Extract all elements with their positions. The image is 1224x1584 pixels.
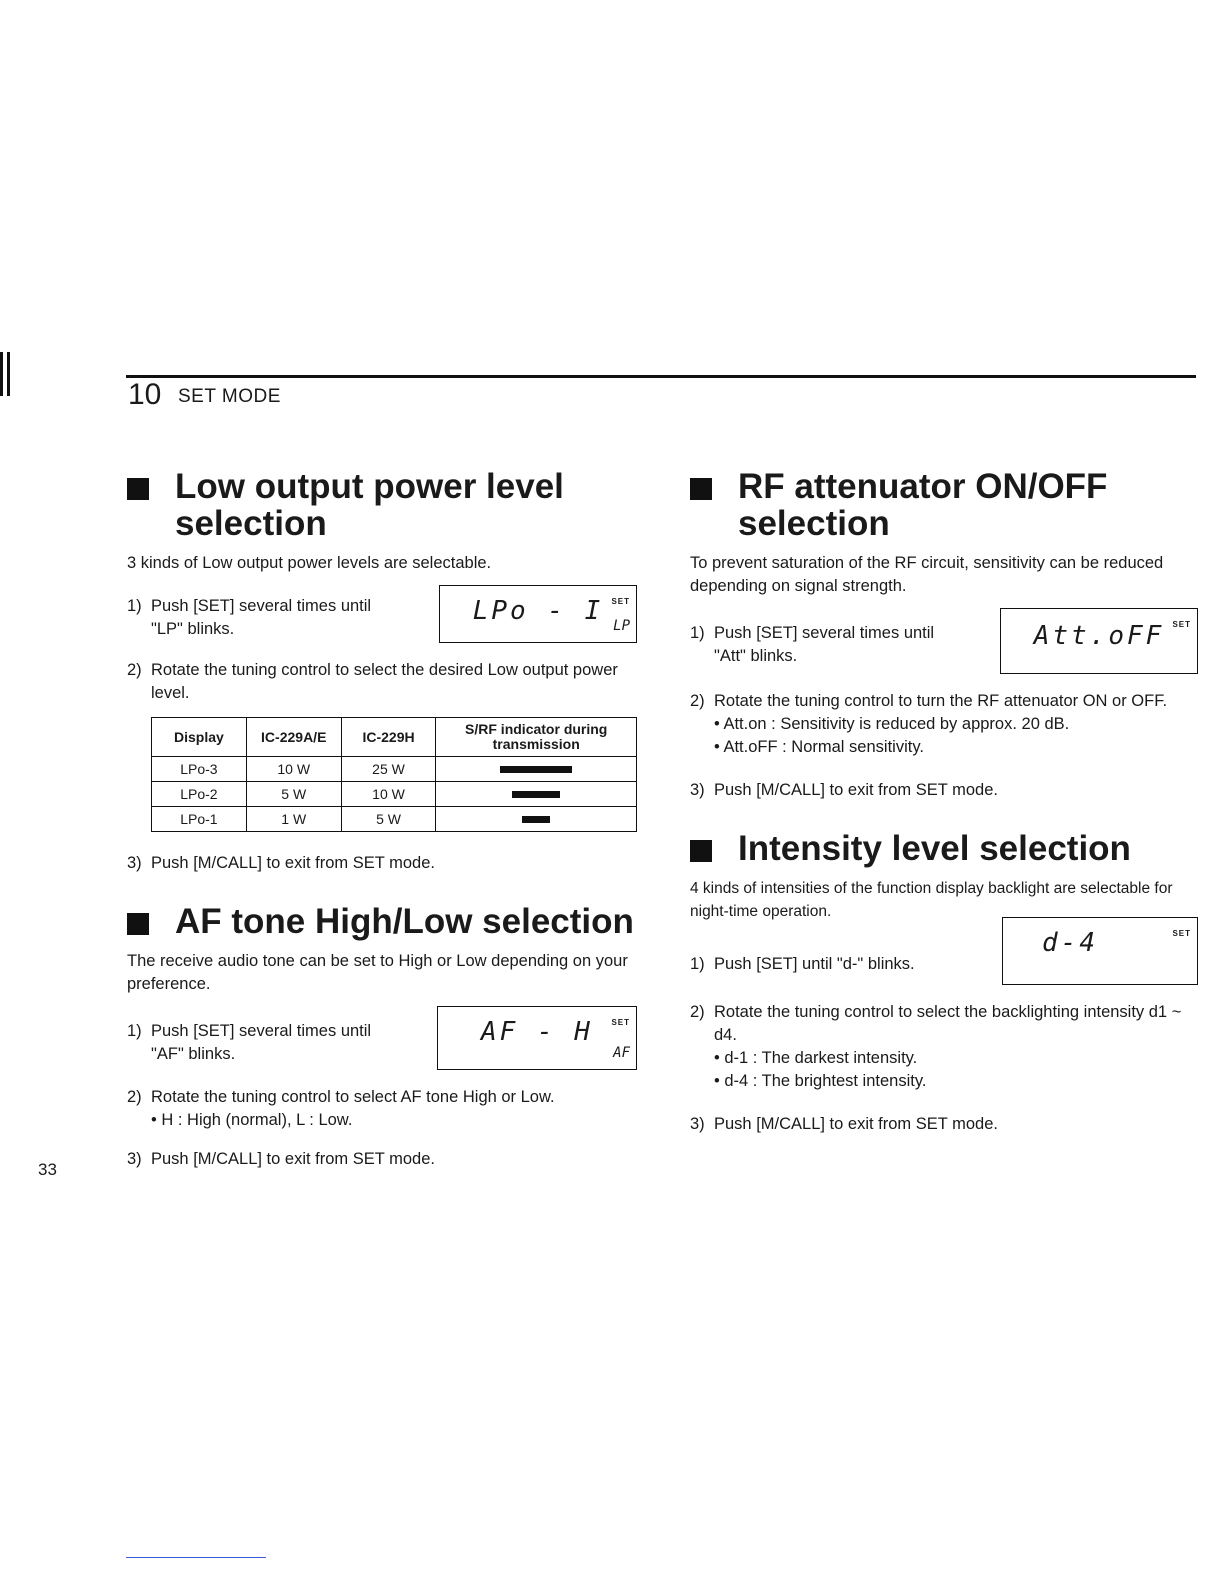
af-tone-heading: AF tone High/Low selection (127, 903, 637, 940)
sr-indicator-bar (522, 816, 550, 823)
low-power-heading: Low output power level selection (127, 468, 637, 542)
set-indicator: SET (1172, 620, 1191, 629)
lcd-display-af (437, 1006, 637, 1070)
lcd-readout: AF - H (481, 1017, 593, 1047)
square-bullet-icon (690, 840, 712, 862)
square-bullet-icon (690, 478, 712, 500)
intensity-step-2: 2) Rotate the tuning control to select the backlighting intensity d1 ~ d4. • d-1 : The darkest intensity. • d-4 : The brightest intensity. (690, 1003, 1182, 1090)
lcd-display-lp (439, 585, 637, 643)
intensity-heading: Intensity level selection (690, 830, 1198, 867)
intensity-step-1: 1) Push [SET] until "d-" blinks. SET d-4 (690, 917, 1198, 985)
low-power-intro: 3 kinds of Low output power levels are selectable. (127, 554, 492, 572)
rf-attenuator-intro: To prevent saturation of the RF circuit, sensitivity can be reduced depending on signal strength. (690, 554, 1164, 595)
table-row: LPo-3 10 W 25 W (152, 757, 637, 782)
rf-attenuator-step-2: 2) Rotate the tuning control to turn the RF attenuator ON or OFF. • Att.on : Sensitivity is reduced by approx. 20 dB. • Att.oFF : Normal sensitivity. (690, 692, 1168, 756)
table-header: S/RF indicator during transmission (436, 718, 637, 757)
table-row: LPo-2 5 W 10 W (152, 782, 637, 807)
square-bullet-icon (127, 913, 149, 935)
set-indicator: SET (611, 597, 630, 606)
set-indicator: SET (1172, 929, 1191, 938)
af-tone-section (127, 903, 637, 1171)
lcd-readout: LPo - I (472, 596, 604, 626)
low-power-step-3: 3) Push [M/CALL] to exit from SET mode. (127, 854, 435, 872)
lcd-display-att (1000, 608, 1198, 674)
page-number: 33 (38, 1160, 57, 1179)
rf-attenuator-heading: RF attenuator ON/OFF selection (690, 468, 1198, 542)
footnote-rule (126, 1557, 266, 1558)
rf-attenuator-section (690, 468, 1198, 802)
header-rule (126, 375, 1196, 378)
af-tone-intro: The receive audio tone can be set to High or Low depending on your preference. (127, 952, 628, 993)
lcd-blink-indicator: LP (613, 618, 630, 634)
af-tone-step-2: 2) Rotate the tuning control to select AF tone High or Low. • H : High (normal), L : Low. (127, 1088, 555, 1129)
power-level-table (151, 717, 637, 832)
lcd-readout: Att.oFF (1033, 621, 1165, 651)
table-header: IC-229A/E (246, 718, 341, 757)
set-indicator: SET (611, 1018, 630, 1027)
low-power-step-2: 2) Rotate the tuning control to select the desired Low output power level. (127, 661, 618, 702)
square-bullet-icon (127, 478, 149, 500)
lcd-display-intensity (1002, 917, 1198, 985)
chapter-title: SET MODE (178, 386, 281, 407)
table-row: LPo-1 1 W 5 W (152, 807, 637, 832)
intensity-section (690, 830, 1198, 1136)
low-power-section (127, 468, 637, 875)
intensity-intro: 4 kinds of intensities of the function display backlight are selectable for night-time operation. (690, 880, 1173, 920)
table-header: IC-229H (341, 718, 436, 757)
sr-indicator-bar (500, 766, 572, 773)
af-tone-step-3: 3) Push [M/CALL] to exit from SET mode. (127, 1150, 435, 1168)
af-tone-step-1: 1) Push [SET] several times until "AF" blinks. SET AF - H AF (127, 1006, 637, 1070)
left-column (127, 468, 637, 1171)
rf-attenuator-step-3: 3) Push [M/CALL] to exit from SET mode. (690, 781, 998, 799)
table-header: Display (152, 718, 247, 757)
chapter-number: 10 (128, 378, 162, 411)
lcd-readout: d-4 (1042, 928, 1098, 958)
intensity-step-3: 3) Push [M/CALL] to exit from SET mode. (690, 1115, 998, 1133)
lcd-blink-indicator: AF (613, 1045, 630, 1061)
rf-attenuator-step-1: 1) Push [SET] several times until "Att" blinks. SET Att.oFF (690, 608, 1198, 674)
low-power-step-1: 1) Push [SET] several times until "LP" blinks. SET LPo - I LP (127, 585, 637, 643)
right-column (690, 468, 1198, 1136)
sr-indicator-bar (512, 791, 560, 798)
